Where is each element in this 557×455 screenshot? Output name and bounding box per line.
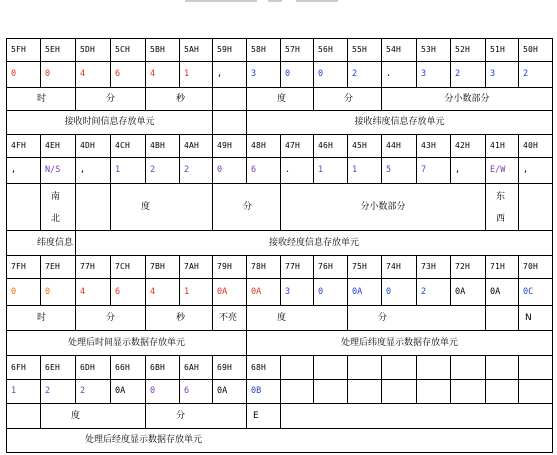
value-row-cell: 2 <box>352 69 358 79</box>
cell-border <box>552 428 553 453</box>
address-row-cell <box>348 356 381 379</box>
value-row-cell: 1 <box>11 386 17 396</box>
value-row-cell: 0 <box>150 386 156 396</box>
value-row-cell: 6 <box>115 69 121 79</box>
unit-row-cell: 分小数部分 <box>444 94 490 104</box>
value-row-cell: 1 <box>184 287 190 297</box>
address-row-cell: 5BH <box>150 45 166 54</box>
value-row-cell: 1 <box>318 165 324 175</box>
unit-row-cell: 分 <box>176 411 186 421</box>
section-row-cell: 纬度信息 <box>37 238 74 248</box>
cell-border <box>552 230 553 256</box>
address-row-cell: 59H <box>217 45 233 54</box>
unit-row-cell: E <box>253 411 259 421</box>
value-row-cell: 0A <box>115 386 126 396</box>
address-row-cell: 48H <box>251 141 267 150</box>
address-row-cell: 55H <box>352 45 368 54</box>
unit-row-cell: 秒 <box>176 94 186 104</box>
address-row-cell <box>417 356 450 379</box>
value-row-cell: 0 <box>45 69 51 79</box>
unit-row-cell <box>7 404 40 428</box>
address-row-cell: 6FH <box>11 363 27 372</box>
address-row-cell: 41H <box>490 141 506 150</box>
value-row-cell: , <box>455 165 461 175</box>
unit-row-cell: 分小数部分 <box>360 202 406 212</box>
value-row-cell: . <box>285 165 291 175</box>
address-row-cell: 50H <box>523 45 539 54</box>
unit-row-cell: 时 <box>37 94 47 104</box>
value-row-cell: 0A <box>217 386 228 396</box>
value-row-cell: , <box>80 165 86 175</box>
section-row-cell: 处理后时间显示数据存放单元 <box>67 338 185 348</box>
value-row-cell: 4 <box>150 69 156 79</box>
value-row-cell <box>519 380 552 403</box>
unit-row-cell: 分 <box>344 94 354 104</box>
address-row-cell: 40H <box>523 141 539 150</box>
value-row-cell <box>451 380 485 403</box>
address-row-cell: 5FH <box>11 45 27 54</box>
value-row-cell: 6 <box>251 165 257 175</box>
address-row-cell: 52H <box>455 45 471 54</box>
address-row-cell: 54H <box>386 45 402 54</box>
address-row-cell: 7BH <box>150 262 166 271</box>
value-row-cell: 6 <box>115 287 121 297</box>
address-row-cell: 5DH <box>80 45 96 54</box>
value-row-cell: 0A <box>251 287 262 297</box>
address-row-cell: 66H <box>115 363 131 372</box>
value-row-cell: 0 <box>45 287 51 297</box>
unit-row-cell <box>281 404 552 428</box>
value-row-cell: 4 <box>150 287 156 297</box>
unit-row-cell: 时 <box>37 313 47 323</box>
value-row-cell: 1 <box>115 165 121 175</box>
unit-row-cell <box>213 88 246 110</box>
value-row-cell: , <box>217 69 223 79</box>
value-row-cell: 2 <box>45 386 51 396</box>
cell-border <box>552 110 553 135</box>
address-row-cell: 7EH <box>45 262 61 271</box>
cell-border <box>552 38 553 62</box>
section-row-cell: 接收纬度信息存放单元 <box>354 117 445 127</box>
value-row-cell: 3 <box>251 69 257 79</box>
address-row-cell: 58H <box>251 45 267 54</box>
unit-row-cell: 东 西 <box>496 192 506 224</box>
address-row-cell: 6AH <box>184 363 200 372</box>
address-row-cell: 4DH <box>80 141 96 150</box>
value-row-cell: , <box>523 165 529 175</box>
cell-border <box>552 134 553 158</box>
value-row-cell: 0A <box>455 287 466 297</box>
address-row-cell: 4AH <box>184 141 200 150</box>
value-row-cell: 3 <box>490 69 496 79</box>
value-row-cell: 1 <box>184 69 190 79</box>
unit-row-cell: 不亮 <box>219 313 238 323</box>
value-row-cell: E/W <box>490 165 506 175</box>
address-row-cell: 74H <box>386 262 402 271</box>
cell-border <box>552 278 553 306</box>
unit-row-cell: 分 <box>378 313 388 323</box>
cell-border <box>552 305 553 331</box>
address-row-cell <box>486 356 518 379</box>
value-row-cell: 2 <box>150 165 156 175</box>
value-row-cell: 0 <box>285 69 291 79</box>
address-row-cell <box>519 356 552 379</box>
address-row-cell: 56H <box>318 45 334 54</box>
address-row-cell: 77H <box>80 262 96 271</box>
address-row-cell: 53H <box>421 45 437 54</box>
value-row-cell: 0B <box>251 386 262 396</box>
value-row-cell <box>281 380 313 403</box>
address-row-cell: 68H <box>251 363 267 372</box>
cell-border <box>552 379 553 404</box>
address-row-cell: 6DH <box>80 363 96 372</box>
value-row-cell: 2 <box>184 165 190 175</box>
value-row-cell: , <box>11 165 17 175</box>
unit-row-cell: 秒 <box>176 313 186 323</box>
cell-border <box>552 87 553 111</box>
section-row-cell: 处理后经度显示数据存放单元 <box>84 435 202 445</box>
value-row-cell: 2 <box>80 386 86 396</box>
address-row-cell: 5EH <box>45 45 61 54</box>
value-row-cell: 3 <box>285 287 291 297</box>
address-row-cell: 43H <box>421 141 437 150</box>
value-row-cell: 0C <box>523 287 534 297</box>
value-row-cell: 0 <box>318 287 324 297</box>
unit-row-cell: 分 <box>106 94 116 104</box>
address-row-cell: 71H <box>490 262 506 271</box>
value-row-cell: . <box>386 69 392 79</box>
value-row-cell <box>486 380 518 403</box>
unit-row-cell <box>486 306 518 330</box>
unit-row-cell <box>7 184 40 230</box>
value-row-cell: 3 <box>421 69 427 79</box>
table-rule <box>6 452 553 453</box>
cell-border <box>552 61 553 88</box>
section-row-cell: 接收经度信息存放单元 <box>268 238 359 248</box>
value-row-cell: 4 <box>80 287 86 297</box>
value-row-cell: 0 <box>318 69 324 79</box>
value-row-cell: N/S <box>45 165 61 175</box>
address-row-cell: 75H <box>352 262 368 271</box>
unit-row-cell <box>76 184 110 230</box>
cell-border <box>552 355 553 380</box>
address-row-cell: 7FH <box>11 262 27 271</box>
unit-row-cell: 度 <box>141 202 151 212</box>
address-row-cell: 5CH <box>115 45 131 54</box>
address-row-cell: 69H <box>217 363 233 372</box>
address-row-cell: 7CH <box>115 262 131 271</box>
address-row-cell <box>451 356 485 379</box>
cell-border <box>552 157 553 184</box>
address-row-cell: 7AH <box>184 262 200 271</box>
unit-row-cell: 分 <box>106 313 116 323</box>
value-row-cell: 2 <box>421 287 427 297</box>
cell-border <box>552 403 553 429</box>
value-row-cell <box>382 380 416 403</box>
address-row-cell: 70H <box>523 262 539 271</box>
address-row-cell: 49H <box>217 141 233 150</box>
value-row-cell: 0 <box>11 287 17 297</box>
address-row-cell: 73H <box>421 262 437 271</box>
address-row-cell: 6EH <box>45 363 61 372</box>
address-row-cell: 4BH <box>150 141 166 150</box>
address-row-cell: 79H <box>217 262 233 271</box>
value-row-cell <box>417 380 450 403</box>
value-row-cell: 0 <box>386 287 392 297</box>
address-row-cell <box>382 356 416 379</box>
address-row-cell: 44H <box>386 141 402 150</box>
value-row-cell: 6 <box>184 386 190 396</box>
address-row-cell: 6BH <box>150 363 166 372</box>
address-row-cell: 51H <box>490 45 506 54</box>
value-row-cell: 7 <box>421 165 427 175</box>
address-row-cell: 76H <box>318 262 334 271</box>
value-row-cell: 0 <box>11 69 17 79</box>
unit-row-cell: 度 <box>277 313 287 323</box>
address-row-cell: 45H <box>352 141 368 150</box>
address-row-cell: 4CH <box>115 141 131 150</box>
address-row-cell: 57H <box>285 45 301 54</box>
value-row-cell: 2 <box>523 69 529 79</box>
unit-row-cell <box>519 184 552 230</box>
unit-row-cell: 分 <box>243 202 253 212</box>
unit-row-cell: 度 <box>71 411 81 421</box>
address-row-cell: 77H <box>285 262 301 271</box>
address-row-cell <box>314 356 347 379</box>
value-row-cell <box>314 380 347 403</box>
value-row-cell: 1 <box>352 165 358 175</box>
cell-border <box>552 330 553 356</box>
value-row-cell: 4 <box>80 69 86 79</box>
unit-row-cell: N <box>525 313 532 323</box>
cell-border <box>552 183 553 231</box>
unit-row-cell: 度 <box>277 94 287 104</box>
section-row-cell: 处理后纬度显示数据存放单元 <box>340 338 458 348</box>
address-row-cell: 72H <box>455 262 471 271</box>
section-row-cell: 接收时间信息存放单元 <box>64 117 155 127</box>
value-row-cell: 5 <box>386 165 392 175</box>
address-row-cell: 78H <box>251 262 267 271</box>
address-row-cell <box>281 356 313 379</box>
value-row-cell: 0A <box>490 287 501 297</box>
cell-border <box>552 255 553 279</box>
address-row-cell: 4FH <box>11 141 27 150</box>
value-row-cell: 2 <box>455 69 461 79</box>
section-row-cell <box>213 111 246 134</box>
address-row-cell: 47H <box>285 141 301 150</box>
value-row-cell <box>348 380 381 403</box>
address-row-cell: 5AH <box>184 45 200 54</box>
unit-row-cell: 南 北 <box>51 192 61 224</box>
value-row-cell: 0A <box>352 287 363 297</box>
value-row-cell: 0 <box>217 165 223 175</box>
address-row-cell: 42H <box>455 141 471 150</box>
address-row-cell: 46H <box>318 141 334 150</box>
address-row-cell: 4EH <box>45 141 61 150</box>
value-row-cell: 0A <box>217 287 228 297</box>
